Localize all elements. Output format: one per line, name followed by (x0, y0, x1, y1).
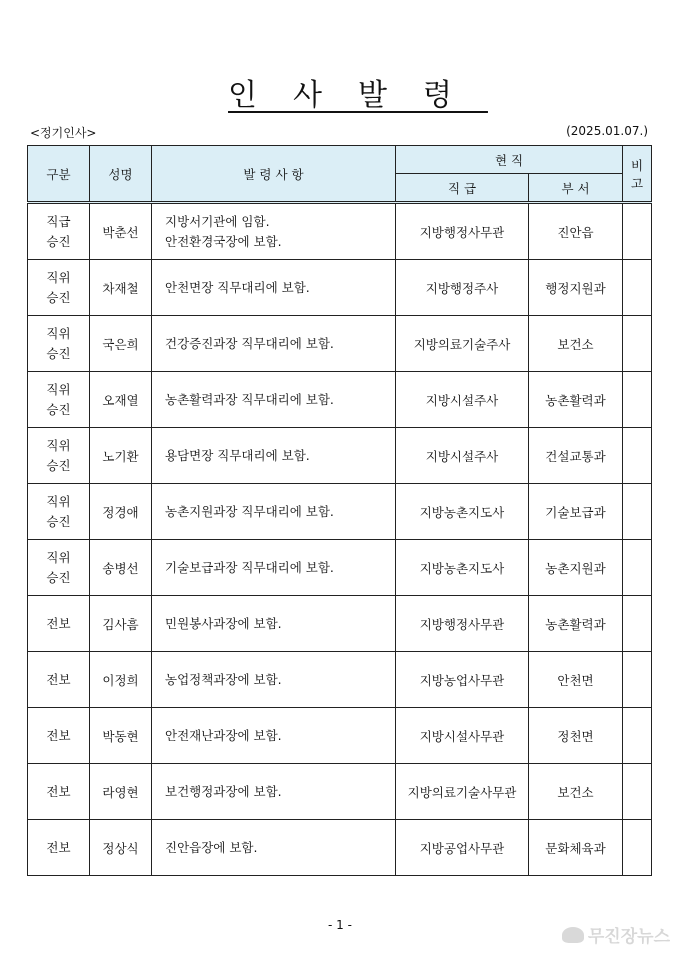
cell-type (28, 484, 90, 540)
cell-type-line: 직위 (46, 493, 71, 509)
cell-type (28, 260, 90, 316)
cell-order (152, 316, 396, 372)
cell-rank: 지방시설주사 (396, 428, 529, 484)
cell-rank: 지방시설사무관 (396, 708, 529, 764)
cell-type-line: 승진 (46, 345, 71, 361)
cell-type-line: 직급 (46, 213, 71, 229)
header-note: 비고 (623, 146, 652, 203)
cell-name: 김사흠 (90, 596, 152, 652)
cell-type-line: 전보 (46, 783, 71, 799)
watermark (562, 922, 670, 947)
cell-note (623, 540, 652, 596)
newspaper-logo-icon (562, 927, 584, 943)
cell-order (152, 764, 396, 820)
table-row (28, 708, 652, 764)
table-row (28, 540, 652, 596)
cell-type-line: 전보 (46, 839, 71, 855)
cell-type (28, 820, 90, 876)
cell-dept: 농촌활력과 (529, 596, 623, 652)
cell-note (623, 372, 652, 428)
cell-name: 송병선 (90, 540, 152, 596)
cell-note (623, 260, 652, 316)
cell-type-line: 직위 (46, 437, 71, 453)
cell-type (28, 372, 90, 428)
cell-type-line: 승진 (46, 401, 71, 417)
cell-name: 이정희 (90, 652, 152, 708)
cell-name: 국은희 (90, 316, 152, 372)
document-title (0, 70, 680, 114)
cell-rank: 지방행정사무관 (396, 203, 529, 260)
cell-rank: 지방행정주사 (396, 260, 529, 316)
cell-name: 박동현 (90, 708, 152, 764)
table-row (28, 372, 652, 428)
cell-rank: 지방의료기술주사 (396, 316, 529, 372)
cell-order (152, 652, 396, 708)
cell-order-line: 기술보급과장 직무대리에 보함. (165, 559, 334, 575)
table-row (28, 596, 652, 652)
cell-dept: 진안읍 (529, 203, 623, 260)
cell-order-line: 용담면장 직무대리에 보함. (165, 447, 310, 463)
cell-dept: 기술보급과 (529, 484, 623, 540)
cell-note (623, 203, 652, 260)
cell-note (623, 596, 652, 652)
cell-order-line: 농업정책과장에 보함. (165, 671, 282, 687)
cell-name: 오재열 (90, 372, 152, 428)
cell-dept: 농촌지원과 (529, 540, 623, 596)
cell-type (28, 203, 90, 260)
watermark-text: 무진장뉴스 (587, 927, 670, 947)
cell-rank: 지방농촌지도사 (396, 540, 529, 596)
cell-order-line: 건강증진과장 직무대리에 보함. (165, 335, 334, 351)
table-row (28, 203, 652, 260)
cell-order (152, 260, 396, 316)
cell-note (623, 484, 652, 540)
cell-name: 노기환 (90, 428, 152, 484)
cell-dept: 보건소 (529, 764, 623, 820)
cell-type (28, 428, 90, 484)
table-row (28, 652, 652, 708)
cell-name: 차재철 (90, 260, 152, 316)
cell-rank: 지방행정사무관 (396, 596, 529, 652)
cell-name: 라영현 (90, 764, 152, 820)
header-name: 성명 (90, 146, 152, 203)
cell-name: 정경애 (90, 484, 152, 540)
cell-note (623, 820, 652, 876)
cell-order-line: 지방서기관에 임함. (165, 213, 270, 229)
cell-type (28, 708, 90, 764)
cell-type-line: 승진 (46, 289, 71, 305)
header-rank: 직 급 (396, 174, 529, 203)
header-dept: 부 서 (529, 174, 623, 203)
table-row (28, 316, 652, 372)
cell-note (623, 652, 652, 708)
cell-order-line: 안전환경국장에 보함. (165, 233, 282, 249)
cell-order (152, 596, 396, 652)
cell-order (152, 372, 396, 428)
cell-rank: 지방농업사무관 (396, 652, 529, 708)
cell-dept: 안천면 (529, 652, 623, 708)
cell-type-line: 직위 (46, 325, 71, 341)
cell-order-line: 보건행정과장에 보함. (165, 783, 282, 799)
cell-type-line: 승진 (46, 233, 71, 249)
cell-note (623, 764, 652, 820)
cell-type (28, 652, 90, 708)
cell-dept: 행정지원과 (529, 260, 623, 316)
table-row (28, 428, 652, 484)
cell-note (623, 708, 652, 764)
cell-order-line: 진안읍장에 보함. (165, 839, 258, 855)
cell-type-line: 전보 (46, 615, 71, 631)
cell-name: 정상식 (90, 820, 152, 876)
cell-name: 박춘선 (90, 203, 152, 260)
cell-type (28, 764, 90, 820)
cell-type (28, 316, 90, 372)
header-type: 구분 (28, 146, 90, 203)
cell-type-line: 전보 (46, 727, 71, 743)
appointment-table (27, 145, 652, 876)
cell-order (152, 484, 396, 540)
cell-dept: 농촌활력과 (529, 372, 623, 428)
page-number: - 1 - (328, 918, 352, 932)
cell-order-line: 안전재난과장에 보함. (165, 727, 282, 743)
cell-rank: 지방시설주사 (396, 372, 529, 428)
cell-order (152, 428, 396, 484)
cell-type-line: 승진 (46, 569, 71, 585)
table-body (28, 203, 652, 876)
cell-order-line: 농촌활력과장 직무대리에 보함. (165, 391, 334, 407)
cell-type (28, 540, 90, 596)
cell-order (152, 540, 396, 596)
cell-note (623, 428, 652, 484)
cell-type-line: 전보 (46, 671, 71, 687)
cell-rank: 지방공업사무관 (396, 820, 529, 876)
cell-order (152, 820, 396, 876)
cell-rank: 지방농촌지도사 (396, 484, 529, 540)
cell-order-line: 농촌지원과장 직무대리에 보함. (165, 503, 334, 519)
cell-order (152, 203, 396, 260)
title-text: 인사발령 (228, 78, 488, 113)
cell-type-line: 직위 (46, 269, 71, 285)
cell-type (28, 596, 90, 652)
cell-type-line: 승진 (46, 513, 71, 529)
cell-type-line: 승진 (46, 457, 71, 473)
cell-rank: 지방의료기술사무관 (396, 764, 529, 820)
cell-dept: 정천면 (529, 708, 623, 764)
table-row (28, 820, 652, 876)
cell-type-line: 직위 (46, 549, 71, 565)
issue-date: (2025.01.07.) (566, 124, 648, 138)
category-label: <정기인사> (30, 126, 97, 140)
cell-dept: 건설교통과 (529, 428, 623, 484)
table-row (28, 260, 652, 316)
cell-note (623, 316, 652, 372)
header-current: 현 직 (396, 146, 623, 174)
cell-order-line: 안천면장 직무대리에 보함. (165, 279, 310, 295)
table-row (28, 764, 652, 820)
cell-dept: 보건소 (529, 316, 623, 372)
header-order: 발 령 사 항 (152, 146, 396, 203)
cell-dept: 문화체육과 (529, 820, 623, 876)
cell-order-line: 민원봉사과장에 보함. (165, 615, 282, 631)
table-row (28, 484, 652, 540)
cell-type-line: 직위 (46, 381, 71, 397)
cell-order (152, 708, 396, 764)
